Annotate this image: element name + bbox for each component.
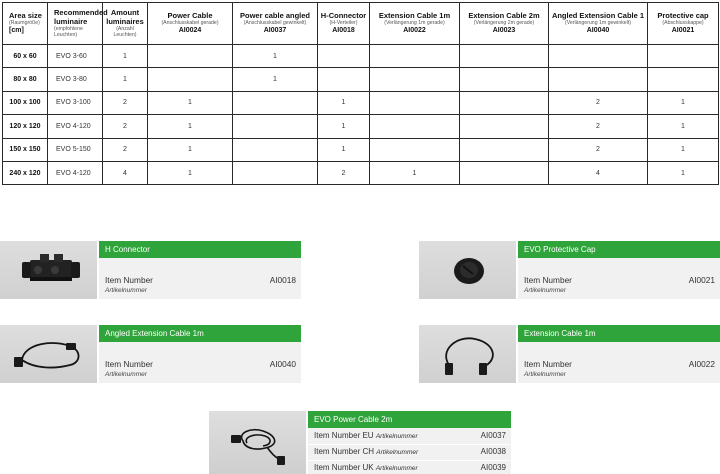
table-cell: [233, 91, 318, 114]
item-number-value: AI0038: [480, 447, 506, 456]
card-body: [99, 342, 301, 383]
header-protective-cap: Protective cap (Abschlusskappe) AI0021: [648, 3, 719, 45]
table-cell: [148, 45, 233, 68]
card-body: [99, 258, 301, 299]
table-cell: [460, 45, 549, 68]
table-cell: [460, 91, 549, 114]
item-number-label-de: Artikelnummer: [376, 449, 419, 456]
table-row: [3, 91, 719, 114]
table-cell: 2: [549, 138, 648, 161]
item-number-label: Item Number: [524, 275, 572, 285]
item-number-label-de: Artikelnummer: [524, 371, 566, 378]
list-item: [314, 447, 506, 461]
item-number-label-de: Artikelnummer: [105, 371, 147, 378]
header-angled-extension-cable: Angled Extension Cable 1 (Verlängerung 1m gewinkelt) AI0040: [549, 3, 648, 45]
item-number-label: Item Number: [105, 275, 153, 285]
table-cell: 120 x 120: [3, 115, 48, 138]
protective-cap-icon: [419, 241, 516, 299]
item-number-value: AI0039: [480, 463, 506, 472]
table-cell: 240 x 120: [3, 161, 48, 184]
item-number-label: Item Number EU: [314, 431, 374, 440]
divider: [308, 444, 511, 445]
item-number-value: AI0018: [269, 275, 296, 285]
table-cell: 1: [648, 91, 719, 114]
card-title: Extension Cable 1m: [518, 325, 720, 342]
header-amount-luminaires: Amount luminaires (Anzahl Leuchten): [103, 3, 148, 45]
accessory-table: [2, 2, 719, 185]
table-cell: 2: [549, 91, 648, 114]
table-cell: [233, 138, 318, 161]
table-cell: EVO 3-80: [48, 68, 103, 91]
table-cell: 1: [370, 161, 460, 184]
card-title: EVO Power Cable 2m: [308, 411, 511, 428]
table-cell: EVO 5-150: [48, 138, 103, 161]
header-recommended-luminaire: Recommended luminaire (empfohlene Leuchten): [48, 3, 103, 45]
table-cell: 2: [549, 115, 648, 138]
table-cell: 2: [103, 115, 148, 138]
card-body: [518, 342, 720, 383]
item-number-label-de: Artikelnummer: [375, 465, 418, 472]
item-number-value: AI0022: [688, 359, 715, 369]
item-number-value: AI0021: [688, 275, 715, 285]
table-cell: 4: [103, 161, 148, 184]
table-cell: 1: [233, 45, 318, 68]
card-body: [518, 258, 720, 299]
table-cell: [460, 115, 549, 138]
table-cell: [370, 45, 460, 68]
table-cell: 100 x 100: [3, 91, 48, 114]
item-number-value: AI0040: [269, 359, 296, 369]
table-cell: [370, 91, 460, 114]
table-cell: 1: [648, 115, 719, 138]
table-cell: 2: [103, 91, 148, 114]
table-row: [3, 68, 719, 91]
table-cell: [318, 45, 370, 68]
table-cell: [148, 68, 233, 91]
h-connector-icon: [0, 241, 97, 299]
header-extension-cable-1m: Extension Cable 1m (Verlängerung 1m gerade) AI0022: [370, 3, 460, 45]
item-number-value: AI0037: [480, 431, 506, 440]
table-cell: 1: [233, 68, 318, 91]
table-row: [3, 161, 719, 184]
product-photo: [0, 325, 97, 383]
divider: [308, 460, 511, 461]
table-cell: 60 x 60: [3, 45, 48, 68]
product-photo: [419, 241, 516, 299]
item-number-label-de: Artikelnummer: [524, 287, 566, 294]
power-cable-icon: [209, 411, 306, 474]
table-cell: 1: [148, 161, 233, 184]
table-header-row: [3, 3, 719, 45]
table-row: [3, 115, 719, 138]
table-cell: [460, 68, 549, 91]
table-cell: 1: [318, 91, 370, 114]
table-cell: 1: [103, 45, 148, 68]
table-cell: 1: [148, 115, 233, 138]
item-number-label-de: Artikelnummer: [375, 433, 418, 440]
table-cell: [460, 161, 549, 184]
header-power-cable-angled: Power cable angled (Anschlusskabel gewinkelt) AI0037: [233, 3, 318, 45]
extension-cable-icon: [419, 325, 516, 383]
table-cell: EVO 4-120: [48, 161, 103, 184]
product-photo: [419, 325, 516, 383]
card-title: Angled Extension Cable 1m: [99, 325, 301, 342]
table-row: [3, 138, 719, 161]
table-cell: 1: [648, 161, 719, 184]
item-number-label: Item Number: [105, 359, 153, 369]
table-cell: EVO 4-120: [48, 115, 103, 138]
table-cell: [370, 68, 460, 91]
item-number-label: Item Number CH: [314, 447, 375, 456]
header-power-cable: Power Cable (Anschlusskabel gerade) AI0024: [148, 3, 233, 45]
table-cell: [233, 115, 318, 138]
table-cell: [318, 68, 370, 91]
table-cell: [549, 68, 648, 91]
table-cell: [648, 68, 719, 91]
product-card-evo-power-cable: [209, 411, 511, 474]
table-cell: 150 x 150: [3, 138, 48, 161]
product-photo: [209, 411, 306, 474]
list-item: [314, 463, 506, 474]
table-cell: [370, 138, 460, 161]
card-title: EVO Protective Cap: [518, 241, 720, 258]
table-cell: 80 x 80: [3, 68, 48, 91]
product-card-protective-cap: [419, 241, 720, 299]
table-cell: 1: [103, 68, 148, 91]
header-h-connector: H-Connector (H-Verteiler) AI0018: [318, 3, 370, 45]
product-photo: [0, 241, 97, 299]
header-area-size: Area size (Raumgröße) [cm]: [3, 3, 48, 45]
table-cell: 2: [318, 161, 370, 184]
table-cell: 1: [318, 115, 370, 138]
item-number-label-de: Artikelnummer: [105, 287, 147, 294]
table-cell: [233, 161, 318, 184]
table-cell: [370, 115, 460, 138]
table-cell: 2: [103, 138, 148, 161]
table-cell: 1: [148, 138, 233, 161]
table-row: [3, 45, 719, 68]
table-cell: 1: [148, 91, 233, 114]
table-cell: [549, 45, 648, 68]
product-card-extension-cable: [419, 325, 720, 383]
product-card-h-connector: [0, 241, 301, 299]
angled-cable-icon: [0, 325, 97, 383]
card-body: [308, 428, 511, 474]
item-number-label: Item Number: [524, 359, 572, 369]
table-cell: EVO 3-100: [48, 91, 103, 114]
table-cell: [460, 138, 549, 161]
table-cell: 4: [549, 161, 648, 184]
table-cell: EVO 3-60: [48, 45, 103, 68]
product-card-angled-extension-cable: [0, 325, 301, 383]
card-title: H Connector: [99, 241, 301, 258]
table-cell: 1: [318, 138, 370, 161]
header-extension-cable-2m: Extension Cable 2m (Verlängerung 2m gerade) AI0023: [460, 3, 549, 45]
item-number-label: Item Number UK: [314, 463, 374, 472]
table-cell: 1: [648, 138, 719, 161]
list-item: [314, 431, 506, 445]
table-cell: [648, 45, 719, 68]
